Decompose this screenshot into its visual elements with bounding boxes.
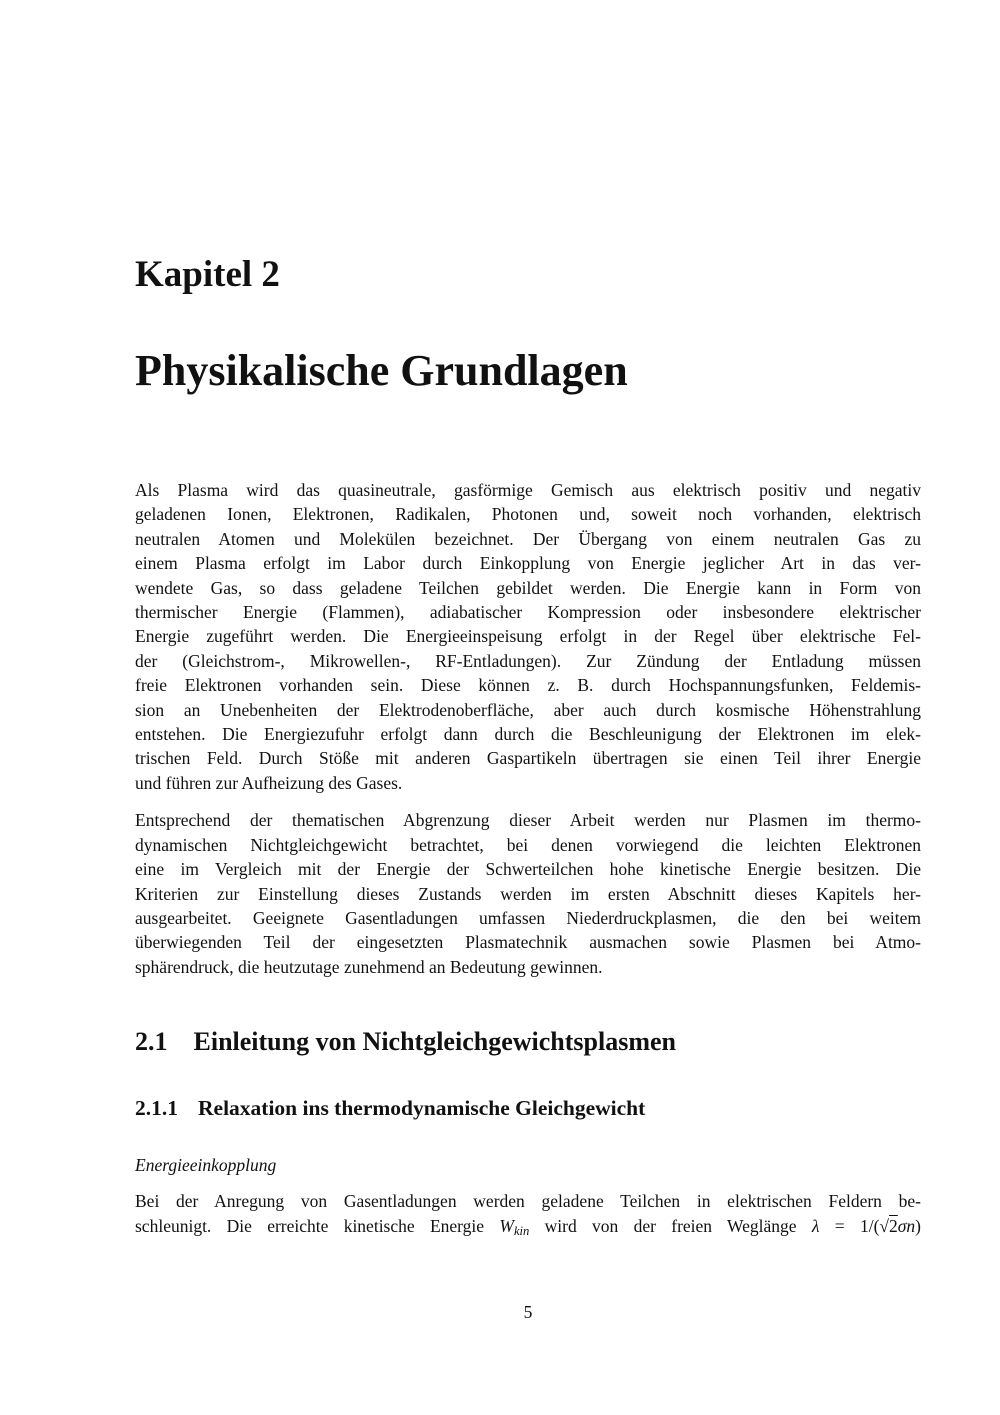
text-line: überwiegenden Teil der eingesetzten Plasmatechnik ausmachen sowie Plasmen bei Atmo- <box>135 932 921 953</box>
text-line: ausgearbeitet. Geeignete Gasentladungen umfassen Niederdruckplasmen, die den bei weitem <box>135 907 921 928</box>
section-title: Einleitung von Nichtgleichgewichtsplasmen <box>193 1027 676 1057</box>
paragraph-scope <box>135 808 921 979</box>
text-line: freie Elektronen vorhanden sein. Diese können z. B. durch Hochspannungsfunken, Feldemis- <box>135 675 921 696</box>
text-line: sphärendruck, die heutzutage zunehmend an Bedeutung gewinnen. <box>135 956 603 977</box>
text-column <box>135 0 921 1243</box>
paragraph-intro <box>135 478 921 795</box>
chapter-title: Physikalische Grundlagen <box>135 346 628 395</box>
section-number: 2.1 <box>135 1027 168 1057</box>
subsection-heading <box>135 1093 921 1123</box>
paragraph-energy-coupling <box>135 1189 921 1243</box>
text-line: dynamischen Nichtgleichgewicht betrachtet, bei denen vorwiegend die leichten Elektronen <box>135 834 921 855</box>
text-line: der (Gleichstrom-, Mikrowellen-, RF-Entladungen). Zur Zündung der Entladung müssen <box>135 650 921 671</box>
page-number: 5 <box>523 1302 533 1322</box>
subsection-title: Relaxation ins thermodynamische Gleichgewicht <box>198 1096 646 1121</box>
text-line: schleunigt. Die erreichte kinetische Energie Wkin wird von der freien Weglänge λ = 1/(√2σn) <box>135 1215 921 1238</box>
text-line: Als Plasma wird das quasineutrale, gasförmige Gemisch aus elektrisch positiv und negativ <box>135 480 921 500</box>
run-in-heading: Energieeinkopplung <box>135 1155 277 1176</box>
text-line: Entsprechend der thematischen Abgrenzung dieser Arbeit werden nur Plasmen im thermo- <box>135 810 921 831</box>
section-heading <box>135 1024 921 1060</box>
text-line: neutralen Atomen und Molekülen bezeichnet. Der Übergang von einem neutralen Gas zu <box>135 528 921 549</box>
text-line: entstehen. Die Energiezufuhr erfolgt dann durch die Beschleunigung der Elektronen im elek- <box>135 724 921 745</box>
text-line: einem Plasma erfolgt im Labor durch Einkopplung von Energie jeglicher Art in das ver- <box>135 553 921 574</box>
subsection-number: 2.1.1 <box>135 1096 178 1121</box>
chapter-number: Kapitel 2 <box>135 254 280 295</box>
text-line: wendete Gas, so dass geladene Teilchen gebildet werden. Die Energie kann in Form von <box>135 577 921 598</box>
text-line: eine im Vergleich mit der Energie der Schwerteilchen hohe kinetische Energie besitzen. Die <box>135 859 921 880</box>
text-line: Bei der Anregung von Gasentladungen werden geladene Teilchen in elektrischen Feldern be- <box>135 1191 921 1212</box>
text-line: trischen Feld. Durch Stöße mit anderen Gaspartikeln übertragen sie einen Teil ihrer Energie <box>135 748 921 769</box>
text-line: und führen zur Aufheizung des Gases. <box>135 772 403 793</box>
text-line: Kriterien zur Einstellung dieses Zustands werden im ersten Abschnitt dieses Kapitels her- <box>135 883 921 904</box>
text-line: geladenen Ionen, Elektronen, Radikalen, Photonen und, soweit noch vorhanden, elektrisch <box>135 504 921 525</box>
text-line: Energie zugeführt werden. Die Energieeinspeisung erfolgt in der Regel über elektrische Fel- <box>135 626 921 647</box>
text-line: sion an Unebenheiten der Elektrodenoberfläche, aber auch durch kosmische Höhenstrahlung <box>135 699 921 720</box>
text-line: thermischer Energie (Flammen), adiabatischer Kompression oder insbesondere elektrischer <box>135 602 921 623</box>
